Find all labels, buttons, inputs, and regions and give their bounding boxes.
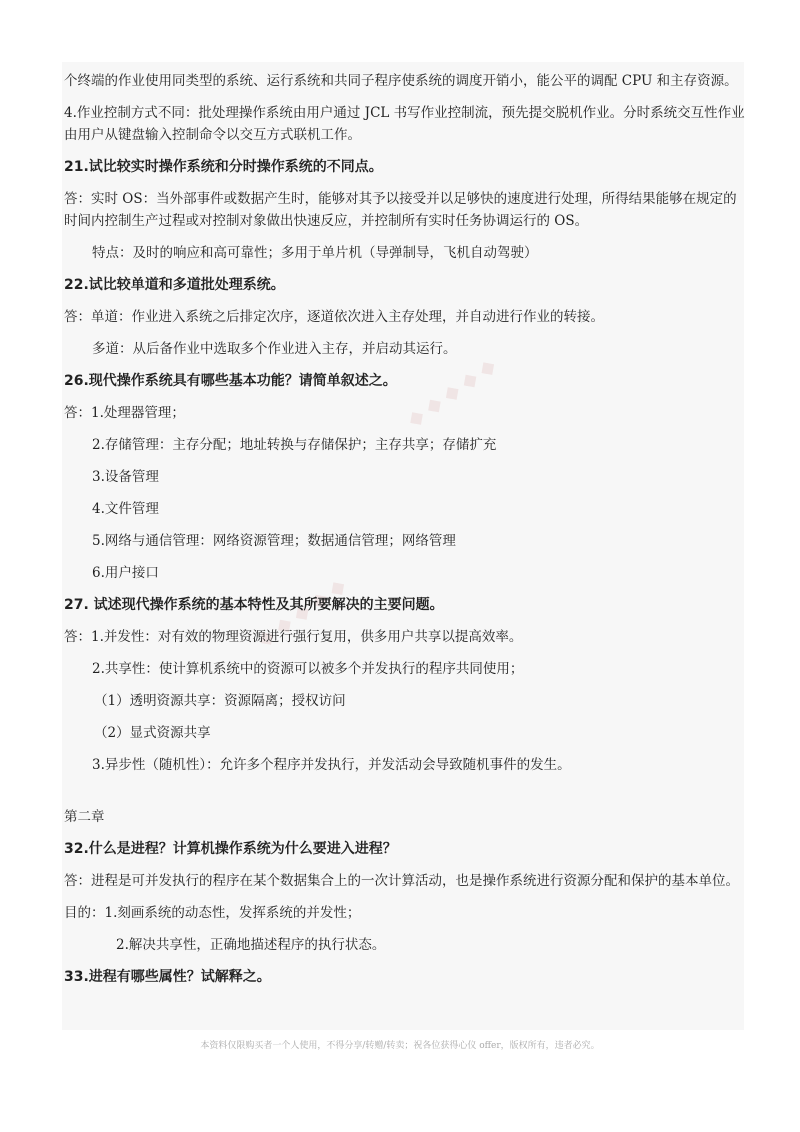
answer: 答：单道：作业进入系统之后排定次序，逐道依次进入主存处理，并自动进行作业的转接。 xyxy=(64,309,604,325)
answer: 答：进程是可并发执行的程序在某个数据集合上的一次计算活动，也是操作系统进行资源分配和保护的基本单位。 xyxy=(64,873,739,889)
chapter-title: 第二章 xyxy=(64,809,105,825)
footer-notice: 本资料仅限购买者一个人使用，不得分享/转赠/转卖；祝各位获得心仪 offer，版权所有，违者必究。 xyxy=(200,1041,600,1051)
paragraph: 个终端的作业使用同类型的系统、运行系统和共同子程序使系统的调度开销小，能公平的调配 CPU 和主存资源。 xyxy=(64,73,738,89)
answer: 3.异步性（随机性）：允许多个程序并发执行，并发活动会导致随机事件的发生。 xyxy=(92,757,571,773)
document-body xyxy=(64,70,746,998)
answer: 3.设备管理 xyxy=(92,469,159,485)
question-heading: 32.什么是进程？计算机操作系统为什么要进入进程？ xyxy=(64,841,397,857)
answer: 多道：从后备作业中选取多个作业进入主存，并启动其运行。 xyxy=(92,341,457,357)
answer: 5.网络与通信管理：网络资源管理；数据通信管理；网络管理 xyxy=(92,533,456,549)
question-heading: 33.进程有哪些属性？试解释之。 xyxy=(64,969,271,985)
paragraph: 4.作业控制方式不同：批处理操作系统由用户通过 JCL 书写作业控制流，预先提交脱机作业。分时系统交互性作业由用户从键盘输入控制命令以交互方式联机工作。 xyxy=(64,105,745,143)
watermark: ◆ ◆ ◆ ◆ ◆ xyxy=(252,572,350,652)
answer: （1）透明资源共享：资源隔离；授权访问 xyxy=(94,693,346,709)
answer: 特点：及时的响应和高可靠性；多用于单片机（导弹制导，飞机自动驾驶） xyxy=(92,245,538,261)
answer: 2.解决共享性，正确地描述程序的执行状态。 xyxy=(116,937,386,953)
answer: （2）显式资源共享 xyxy=(94,725,211,741)
answer: 目的：1.刻画系统的动态性，发挥系统的并发性； xyxy=(64,905,361,921)
answer: 答：实时 OS：当外部事件或数据产生时，能够对其予以接受并以足够快的速度进行处理，所得结果能够在规定的时间内控制生产过程或对控制对象做出快速反应，并控制所有实时任务协调运行的 OS。 xyxy=(64,191,737,229)
answer: 4.文件管理 xyxy=(92,501,159,517)
question-heading: 26.现代操作系统具有哪些基本功能？请简单叙述之。 xyxy=(64,373,397,389)
question-heading: 27. 试述现代操作系统的基本特性及其所要解决的主要问题。 xyxy=(64,597,444,613)
question-heading: 21.试比较实时操作系统和分时操作系统的不同点。 xyxy=(64,159,383,175)
answer: 答：1.并发性：对有效的物理资源进行强行复用，供多用户共享以提高效率。 xyxy=(64,629,523,645)
answer: 2.存储管理：主存分配；地址转换与存储保护；主存共享；存储扩充 xyxy=(92,437,497,453)
answer: 6.用户接口 xyxy=(92,565,159,581)
answer: 答：1.处理器管理； xyxy=(64,405,185,421)
answer: 2.共享性：使计算机系统中的资源可以被多个并发执行的程序共同使用； xyxy=(92,661,524,677)
question-heading: 22.试比较单道和多道批处理系统。 xyxy=(64,277,285,293)
watermark: ◆ ◆ ◆ ◆ ◆ xyxy=(402,352,500,432)
